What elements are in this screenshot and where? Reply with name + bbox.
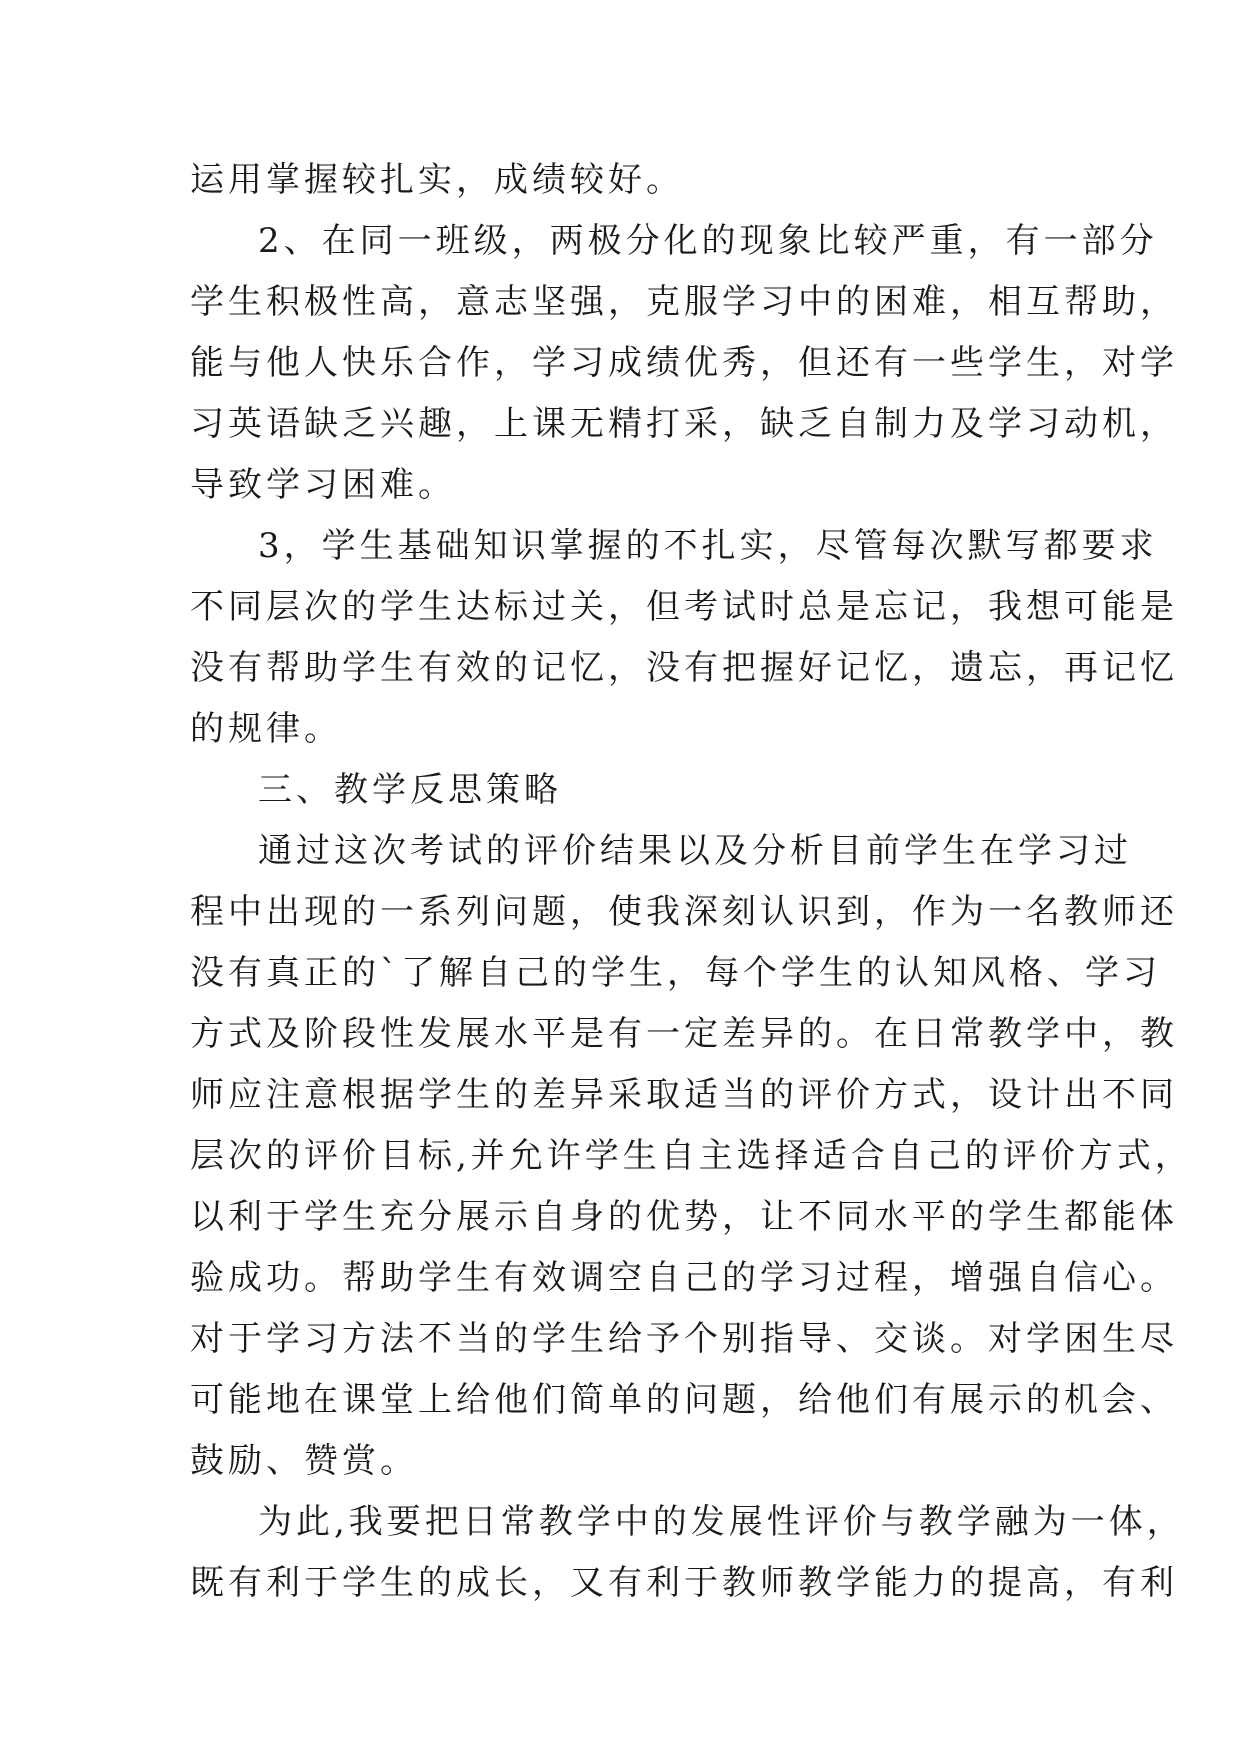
paragraph-start-line: 3，学生基础知识掌握的不扎实，尽管每次默写都要求 (258, 526, 1158, 566)
text-line: 对于学习方法不当的学生给予个别指导、交谈。对学困生尽 (190, 1319, 1178, 1359)
text-line: 方式及阶段性发展水平是有一定差异的。在日常教学中，教 (190, 1014, 1178, 1054)
document-page (190, 150, 1193, 1614)
text-line: 验成功。帮助学生有效调空自己的学习过程，增强自信心。 (190, 1258, 1178, 1298)
text-line: 既有利于学生的成长，又有利于教师教学能力的提高，有利 (190, 1563, 1178, 1603)
text-line: 没有帮助学生有效的记忆，没有把握好记忆，遗忘，再记忆 (190, 648, 1178, 688)
paragraph-start-line: 通过这次考试的评价结果以及分析目前学生在学习过 (258, 831, 1132, 871)
text-line: 能与他人快乐合作，学习成绩优秀，但还有一些学生，对学 (190, 343, 1178, 383)
text-line: 以利于学生充分展示自身的优势，让不同水平的学生都能体 (190, 1197, 1178, 1237)
paragraph-start-line: 为此,我要把日常教学中的发展性评价与教学融为一体， (258, 1502, 1185, 1542)
text-line: 可能地在课堂上给他们简单的问题，给他们有展示的机会、 (190, 1380, 1178, 1420)
text-line: 层次的评价目标,并允许学生自主选择适合自己的评价方式， (190, 1136, 1193, 1176)
text-line: 导致学习困难。 (190, 465, 456, 505)
text-line: 不同层次的学生达标过关，但考试时总是忘记，我想可能是 (190, 587, 1178, 627)
text-line: 运用掌握较扎实，成绩较好。 (190, 160, 684, 200)
text-line: 的规律。 (190, 709, 342, 749)
text-line: 学生积极性高，意志坚强，克服学习中的困难，相互帮助， (190, 282, 1178, 322)
text-line: 没有真正的`了解自己的学生，每个学生的认知风格、学习 (190, 953, 1161, 993)
text-line: 程中出现的一系列问题，使我深刻认识到，作为一名教师还 (190, 892, 1178, 932)
text-line: 鼓励、赞赏。 (190, 1441, 418, 1481)
text-line: 师应注意根据学生的差异采取适当的评价方式，设计出不同 (190, 1075, 1178, 1115)
section-heading: 三、教学反思策略 (258, 770, 562, 810)
text-line: 习英语缺乏兴趣，上课无精打采，缺乏自制力及学习动机， (190, 404, 1178, 444)
paragraph-start-line: 2、在同一班级，两极分化的现象比较严重，有一部分 (258, 221, 1158, 261)
